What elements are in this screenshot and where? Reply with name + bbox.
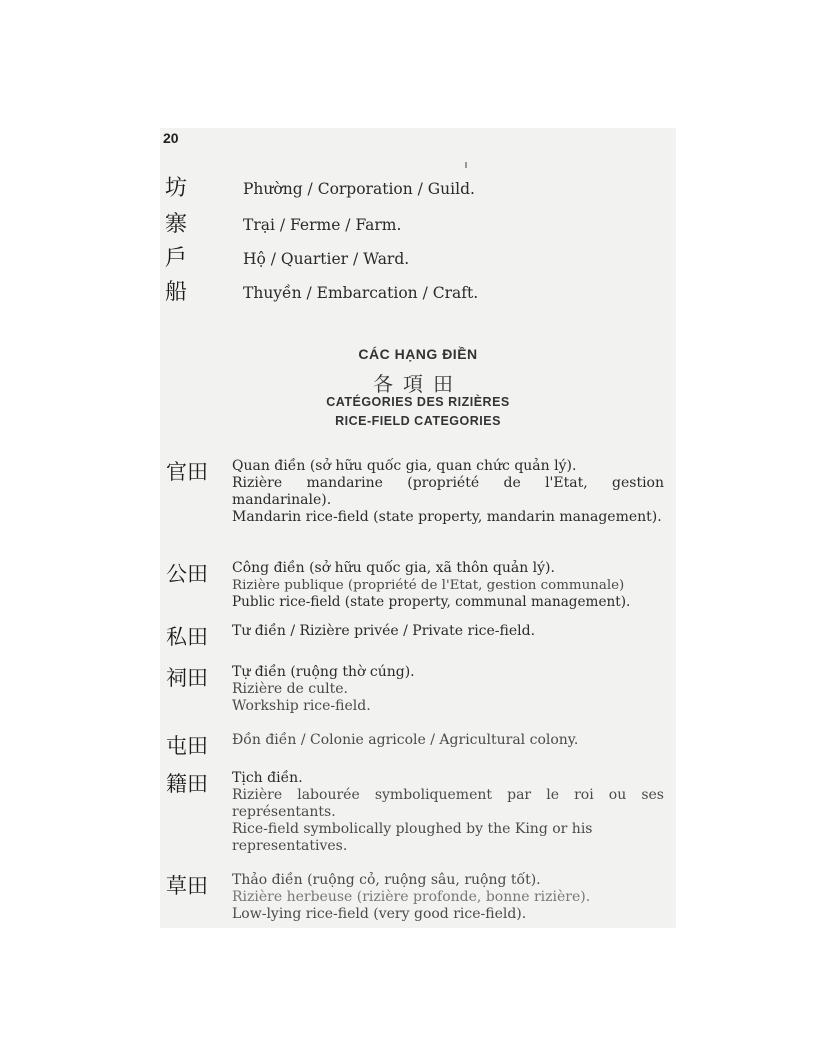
- category-vietnamese: Công điền (sở hữu quốc gia, xã thôn quản lý).: [232, 560, 555, 576]
- section-title-chinese: 各項田: [373, 372, 463, 396]
- category-text: Đồn điền / Colonie agricole / Agricultural colony.: [232, 732, 579, 748]
- category-han: 祠田: [166, 666, 208, 690]
- category-french: Rizière herbeuse (rizière profonde, bonne rizière).: [232, 889, 591, 905]
- entry-han: 船: [165, 280, 188, 305]
- category-vietnamese: Thảo điền (ruộng cỏ, ruộng sâu, ruộng tốt).: [232, 872, 541, 888]
- entry-han: 戶: [165, 246, 188, 271]
- category-han: 私田: [166, 625, 208, 649]
- section-title-english: RICE-FIELD CATEGORIES: [335, 414, 501, 428]
- category-text: Tư điền / Rizière privée / Private rice-field.: [232, 623, 536, 639]
- category-english: Workship rice-field.: [232, 698, 371, 714]
- category-french: Rizière labourée symboliquement par le roi ou ses représentants.: [232, 787, 664, 820]
- category-han: 官田: [166, 460, 208, 484]
- category-vietnamese: Quan điền (sở hữu quốc gia, quan chức quản lý).: [232, 458, 577, 474]
- entry-han: 寨: [165, 212, 188, 237]
- category-english: Public rice-field (state property, communal management).: [232, 594, 631, 610]
- category-english: Mandarin rice-field (state property, mandarin management).: [232, 509, 662, 525]
- scanned-page: [160, 128, 676, 928]
- entry-text: Hộ / Quartier / Ward.: [243, 250, 410, 268]
- page-number: 20: [163, 130, 179, 146]
- category-han: 屯田: [166, 734, 208, 758]
- category-han: 籍田: [166, 772, 208, 796]
- section-title-vietnamese: CÁC HẠNG ĐIỀN: [358, 346, 478, 362]
- category-han: 草田: [166, 874, 208, 898]
- category-french: Rizière mandarine (propriété de l'Etat, gestion mandarinale).: [232, 475, 664, 508]
- section-title-french: CATÉGORIES DES RIZIÈRES: [326, 395, 510, 409]
- entry-text: Trại / Ferme / Farm.: [243, 216, 402, 234]
- entry-text: Phường / Corporation / Guild.: [243, 180, 475, 198]
- category-french: Rizière publique (propriété de l'Etat, gestion communale): [232, 578, 625, 593]
- scan-speck: [465, 162, 467, 168]
- category-english: Low-lying rice-field (very good rice-field).: [232, 906, 527, 922]
- category-french: Rizière de culte.: [232, 681, 348, 697]
- entry-han: 坊: [165, 176, 188, 201]
- category-english: Rice-field symbolically ploughed by the King or his representatives.: [232, 821, 593, 854]
- entry-text: Thuyền / Embarcation / Craft.: [243, 284, 479, 302]
- category-vietnamese: Tịch điền.: [232, 770, 303, 786]
- category-vietnamese: Tự điền (ruộng thờ cúng).: [232, 664, 415, 680]
- category-han: 公田: [166, 562, 208, 586]
